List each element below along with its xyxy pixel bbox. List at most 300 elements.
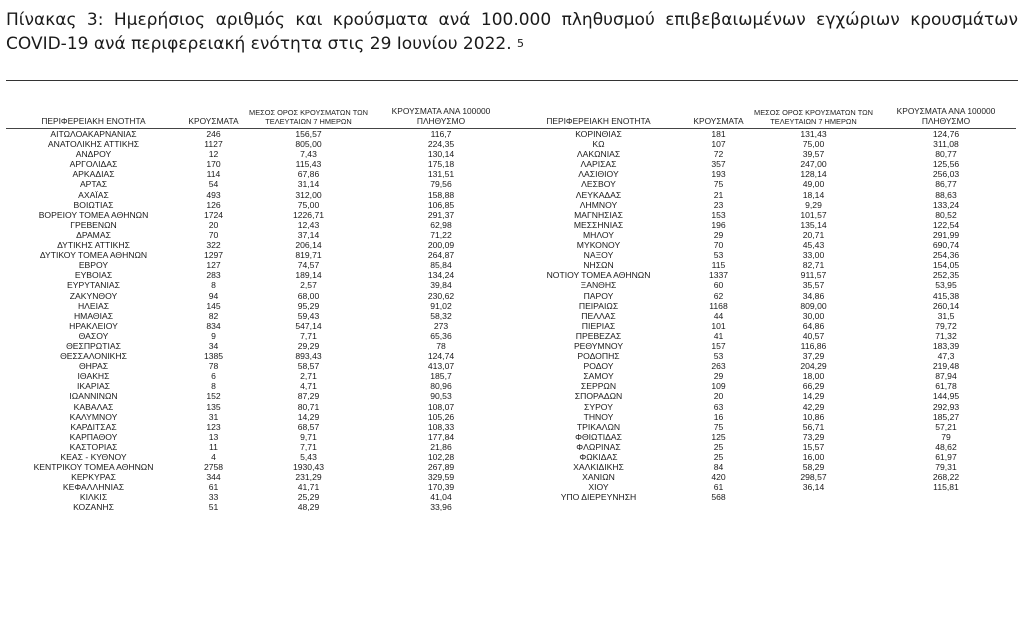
cell-avg7: 73,29	[802, 431, 825, 442]
cell-region: ΤΡΙΚΑΛΩΝ	[576, 421, 621, 432]
cell-per100k: 80,96	[430, 381, 452, 392]
cell-region: ΒΟΙΩΤΙΑΣ	[73, 199, 114, 210]
cell-per100k: 230,62	[427, 290, 455, 301]
cell-region: ΣΥΡΟΥ	[584, 401, 613, 412]
cell-region: ΑΝΑΤΟΛΙΚΗΣ ΑΤΤΙΚΗΣ	[47, 139, 140, 150]
cell-cases: 75	[713, 421, 724, 432]
cell-avg7: 30,00	[802, 310, 825, 321]
table-section-right	[511, 102, 1016, 502]
cell-avg7: 247,00	[800, 159, 827, 170]
cell-cases: 8	[211, 381, 216, 392]
cell-region: ΥΠΟ ΔΙΕΡΕΥΝΗΣΗ	[560, 492, 637, 503]
cell-region: ΜΥΚΟΝΟΥ	[576, 240, 621, 251]
cell-per100k: 48,62	[935, 441, 957, 452]
cell-avg7: 805,00	[295, 139, 322, 150]
cell-per100k: 31,5	[937, 310, 955, 321]
cell-cases: 568	[711, 492, 726, 503]
cell-per100k: 291,99	[932, 229, 960, 240]
cell-avg7: 41,71	[297, 482, 320, 493]
cell-avg7: 37,29	[802, 351, 825, 362]
cell-avg7: 20,71	[802, 229, 825, 240]
cell-region: ΕΥΡΥΤΑΝΙΑΣ	[67, 280, 120, 291]
table-row	[6, 422, 511, 432]
cell-avg7: 4,71	[300, 381, 317, 392]
cell-avg7: 40,57	[802, 330, 825, 341]
cell-region: ΚΑΣΤΟΡΙΑΣ	[69, 441, 118, 452]
cell-per100k: 80,77	[935, 149, 957, 160]
table-row	[511, 391, 1016, 401]
cell-region: ΕΥΒΟΙΑΣ	[74, 270, 113, 281]
cell-cases: 62	[713, 290, 724, 301]
table-row	[6, 169, 511, 179]
table-row	[511, 190, 1016, 200]
cell-cases: 126	[206, 199, 221, 210]
cell-cases: 125	[711, 431, 726, 442]
cell-per100k: 79,72	[935, 320, 957, 331]
table-row	[6, 240, 511, 250]
cell-per100k: 39,84	[430, 280, 452, 291]
table-row	[6, 301, 511, 311]
cell-cases: 357	[711, 159, 726, 170]
cell-avg7: 80,71	[297, 401, 320, 412]
table-row	[511, 200, 1016, 210]
cell-region: ΧΙΟΥ	[588, 482, 609, 493]
cell-cases: 51	[208, 502, 219, 513]
table-row	[511, 432, 1016, 442]
table-row	[511, 301, 1016, 311]
cell-cases: 196	[711, 219, 726, 230]
table-row	[6, 210, 511, 220]
cell-avg7: 298,57	[800, 472, 827, 483]
table-row	[6, 139, 511, 149]
cell-avg7: 2,71	[300, 371, 317, 382]
cell-per100k: 273	[433, 320, 449, 331]
cell-avg7: 74,57	[297, 260, 320, 271]
cell-cases: 25	[713, 452, 724, 462]
cell-per100k: 144,95	[932, 391, 960, 402]
table-row	[6, 260, 511, 270]
cell-per100k: 267,89	[427, 462, 455, 473]
cell-per100k: 292,93	[932, 401, 960, 412]
cell-cases: 61	[713, 482, 724, 493]
cell-per100k: 58,32	[430, 310, 452, 321]
cell-cases: 11	[209, 441, 218, 452]
cell-avg7: 1226,71	[292, 209, 325, 220]
cell-per100k: 200,09	[427, 240, 455, 251]
table-row	[511, 371, 1016, 381]
cell-region: ΚΩ	[592, 139, 605, 150]
table-row	[6, 311, 511, 321]
cell-region: ΝΟΤΙΟΥ ΤΟΜΕΑ ΑΘΗΝΩΝ	[546, 270, 651, 281]
table-row	[511, 159, 1016, 169]
cell-per100k: 124,76	[932, 129, 960, 139]
cell-cases: 1168	[709, 300, 728, 311]
table-caption	[6, 8, 1018, 58]
table-row	[511, 462, 1016, 472]
cell-region: ΖΑΚΥΝΘΟΥ	[69, 290, 118, 301]
table-row	[6, 250, 511, 260]
cell-avg7: 67,86	[297, 169, 320, 180]
cell-region: ΛΗΜΝΟΥ	[579, 199, 618, 210]
cell-per100k: 131,51	[427, 169, 455, 180]
cell-per100k: 264,87	[427, 250, 455, 261]
cell-cases: 263	[711, 361, 726, 372]
table-row	[511, 422, 1016, 432]
cell-region: ΗΡΑΚΛΕΙΟΥ	[69, 320, 118, 331]
header-region: ΠΕΡΙΦΕΡΕΙΑΚΗ ΕΝΟΤΗΤΑ	[511, 102, 686, 129]
cell-region: ΧΑΝΙΩΝ	[582, 472, 615, 483]
cell-per100k: 158,88	[427, 189, 455, 200]
table-row	[511, 210, 1016, 220]
cell-per100k: 57,21	[935, 421, 957, 432]
cell-avg7: 15,57	[802, 441, 825, 452]
cell-region: ΣΠΟΡΑΔΩΝ	[574, 391, 623, 402]
table-row	[6, 220, 511, 230]
cell-per100k: 130,14	[427, 149, 455, 160]
cell-avg7: 68,00	[297, 290, 320, 301]
cell-avg7: 31,14	[297, 179, 320, 190]
table-row	[6, 280, 511, 290]
cell-cases: 54	[208, 179, 219, 190]
cell-cases: 322	[206, 240, 221, 251]
cell-per100k: 260,14	[932, 300, 960, 311]
footnote-marker: 5	[517, 37, 525, 50]
cell-cases: 29	[713, 371, 724, 382]
cell-per100k: 90,53	[430, 391, 452, 402]
table-row	[6, 391, 511, 401]
cell-per100k: 79,31	[935, 462, 957, 473]
cell-cases: 6	[211, 371, 216, 382]
cell-avg7	[751, 492, 876, 502]
header-avg7: ΜΕΣΟΣ ΟΡΟΣ ΚΡΟΥΣΜΑΤΩΝ ΤΩΝ ΤΕΛΕΥΤΑΙΩΝ 7 ΗΜΕΡΩΝ	[751, 102, 876, 129]
cell-avg7: 45,43	[802, 240, 825, 251]
cell-cases: 53	[713, 250, 724, 261]
table-body-right	[511, 129, 1016, 503]
cell-per100k: 415,38	[932, 290, 960, 301]
cell-avg7: 135,14	[800, 219, 827, 230]
table-row	[511, 149, 1016, 159]
cell-region: ΚΑΡΔΙΤΣΑΣ	[70, 421, 117, 432]
cell-avg7: 231,29	[295, 472, 322, 483]
cell-per100k: 71,22	[430, 229, 452, 240]
cell-per100k: 115,81	[933, 482, 959, 493]
cell-avg7: 14,29	[297, 411, 320, 422]
cell-region: ΤΗΝΟΥ	[583, 411, 614, 422]
cell-region: ΠΕΛΛΑΣ	[581, 310, 616, 321]
cell-cases: 21	[713, 189, 724, 200]
table-row	[511, 291, 1016, 301]
cell-cases: 63	[713, 401, 724, 412]
cell-region: ΗΛΕΙΑΣ	[77, 300, 110, 311]
caption-text: Πίνακας 3: Ημερήσιος αριθμός και κρούσματα ανά 100.000 πληθυσμού επιβεβαιωμένων εγχώριων κρουσμάτων COVID-19 ανά περιφερειακή ενότητα στις 29 Ιουνίου 2022.	[6, 10, 1018, 54]
header-cases: ΚΡΟΥΣΜΑΤΑ	[686, 102, 751, 129]
cell-avg7: 312,00	[295, 189, 322, 200]
cell-cases: 70	[713, 240, 724, 251]
cell-per100k: 170,39	[427, 482, 455, 493]
cell-per100k: 88,63	[935, 189, 957, 200]
cell-region: ΠΕΙΡΑΙΩΣ	[578, 300, 619, 311]
table-row	[6, 412, 511, 422]
cell-per100k: 41,04	[430, 492, 452, 503]
cell-region: ΠΙΕΡΙΑΣ	[581, 320, 616, 331]
table-row	[511, 412, 1016, 422]
table-row	[6, 442, 511, 452]
cell-per100k: 133,24	[932, 199, 960, 210]
table-row	[511, 442, 1016, 452]
cell-per100k: 185,27	[932, 411, 960, 422]
cell-region: ΑΡΤΑΣ	[79, 179, 108, 190]
cell-cases: 153	[711, 209, 726, 220]
cell-per100k: 78	[436, 340, 446, 351]
cell-region: ΚΕΝΤΡΙΚΟΥ ΤΟΜΕΑ ΑΘΗΝΩΝ	[33, 462, 154, 473]
cell-region: ΑΡΓΟΛΙΔΑΣ	[69, 159, 118, 170]
caption-divider	[6, 80, 1018, 81]
cell-avg7: 204,29	[800, 361, 827, 372]
cell-cases: 4	[211, 452, 216, 462]
table-row	[6, 341, 511, 351]
table-row	[6, 381, 511, 391]
cell-cases: 60	[713, 280, 724, 291]
cell-region: ΣΑΜΟΥ	[583, 371, 614, 382]
cell-cases: 44	[713, 310, 724, 321]
cell-avg7: 18,00	[802, 371, 825, 382]
cell-avg7: 35,57	[802, 280, 825, 291]
cell-per100k: 124,74	[427, 351, 455, 362]
cell-region: ΜΑΓΝΗΣΙΑΣ	[574, 209, 623, 220]
cell-cases: 101	[711, 320, 726, 331]
table-row	[6, 482, 511, 492]
table-section-left	[6, 102, 511, 513]
table-row	[6, 331, 511, 341]
cell-cases: 420	[711, 472, 726, 483]
cell-region: ΘΗΡΑΣ	[78, 361, 109, 372]
cell-cases: 61	[208, 482, 219, 493]
table-row	[511, 492, 1016, 502]
cell-region: ΔΡΑΜΑΣ	[76, 229, 111, 240]
cell-region: ΛΑΣΙΘΙΟΥ	[578, 169, 619, 180]
cell-per100k: 254,36	[932, 250, 960, 261]
cell-per100k: 329,59	[427, 472, 455, 483]
cell-region: ΒΟΡΕΙΟΥ ΤΟΜΕΑ ΑΘΗΝΩΝ	[38, 209, 149, 220]
cell-cases: 344	[206, 472, 221, 483]
cell-avg7: 10,86	[802, 411, 825, 422]
cell-cases: 834	[206, 320, 221, 331]
cell-region: ΙΚΑΡΙΑΣ	[76, 381, 110, 392]
cell-avg7: 37,14	[297, 229, 320, 240]
cell-region: ΝΗΣΩΝ	[583, 260, 614, 271]
cell-cases: 246	[206, 129, 221, 139]
cell-cases: 127	[206, 260, 221, 271]
cell-cases: 33	[208, 492, 219, 503]
cell-avg7: 58,57	[297, 361, 320, 372]
cell-per100k: 311,08	[933, 139, 959, 150]
cell-region: ΛΕΥΚΑΔΑΣ	[575, 189, 622, 200]
table-row	[6, 452, 511, 462]
cell-per100k: 65,36	[430, 330, 452, 341]
cell-per100k: 224,35	[427, 139, 455, 150]
cell-cases: 23	[713, 199, 724, 210]
table-row	[511, 321, 1016, 331]
cell-avg7: 131,43	[800, 129, 827, 139]
cell-cases: 109	[711, 381, 726, 392]
cell-region: ΚΟΡΙΝΘΙΑΣ	[575, 129, 622, 139]
cell-per100k: 85,84	[430, 260, 452, 271]
cell-cases: 8	[211, 280, 216, 291]
cell-avg7: 14,29	[802, 391, 825, 402]
cell-per100k: 219,48	[932, 361, 960, 372]
cell-region: ΣΕΡΡΩΝ	[580, 381, 617, 392]
cell-per100k: 47,3	[937, 351, 955, 362]
cell-region: ΙΘΑΚΗΣ	[77, 371, 110, 382]
cell-avg7: 101,57	[800, 209, 827, 220]
cell-region: ΛΕΣΒΟΥ	[581, 179, 616, 190]
cell-cases: 1297	[203, 250, 224, 261]
cell-avg7: 68,57	[297, 421, 320, 432]
cell-per100k: 116,7	[430, 129, 452, 139]
cell-region: ΚΑΒΑΛΑΣ	[73, 401, 114, 412]
table-body-left	[6, 129, 511, 513]
cell-cases: 41	[713, 330, 724, 341]
cell-avg7: 42,29	[802, 401, 825, 412]
cell-per100k: 53,95	[935, 280, 957, 291]
cell-avg7: 115,43	[295, 159, 322, 170]
table-row	[6, 321, 511, 331]
table-row	[511, 250, 1016, 260]
cell-cases: 1127	[204, 139, 223, 150]
cell-region: ΙΩΑΝΝΙΝΩΝ	[69, 391, 118, 402]
table-row	[6, 432, 511, 442]
cell-region: ΝΑΞΟΥ	[583, 250, 614, 261]
table-row	[511, 341, 1016, 351]
cell-avg7: 156,57	[295, 129, 322, 139]
cell-avg7: 7,43	[300, 149, 317, 160]
cell-per100k: 185,7	[430, 371, 452, 382]
header-row	[511, 102, 1016, 129]
table-row	[6, 200, 511, 210]
cell-per100k: 175,18	[427, 159, 455, 170]
cell-region: ΚΙΛΚΙΣ	[79, 492, 108, 503]
cell-cases: 75	[713, 179, 724, 190]
table-row	[6, 179, 511, 189]
cell-avg7: 75,00	[297, 199, 320, 210]
cell-region: ΞΑΝΘΗΣ	[580, 280, 617, 291]
cell-avg7: 49,00	[802, 179, 825, 190]
cell-region: ΘΕΣΠΡΩΤΙΑΣ	[66, 340, 121, 351]
cell-per100k: 79,56	[430, 179, 452, 190]
cell-avg7: 5,43	[300, 452, 317, 462]
cell-region: ΑΝΔΡΟΥ	[75, 149, 112, 160]
cell-cases: 82	[208, 310, 219, 321]
cell-per100k: 87,94	[935, 371, 957, 382]
table-row	[511, 139, 1016, 149]
cell-cases: 170	[206, 159, 221, 170]
cell-cases: 25	[713, 441, 724, 452]
cell-avg7: 56,71	[802, 421, 825, 432]
cell-avg7: 9,71	[300, 431, 317, 442]
cell-per100k: 80,52	[935, 209, 957, 220]
cell-region: ΔΥΤΙΚΗΣ ΑΤΤΙΚΗΣ	[57, 240, 130, 251]
cell-cases: 1385	[203, 351, 224, 362]
table-row	[511, 260, 1016, 270]
cell-cases: 53	[713, 351, 724, 362]
cell-cases: 1337	[708, 270, 729, 281]
table-row	[6, 351, 511, 361]
cell-per100k: 122,54	[932, 219, 960, 230]
table-row	[511, 220, 1016, 230]
table-row	[511, 129, 1016, 140]
cell-region: ΦΘΙΩΤΙΔΑΣ	[575, 431, 622, 442]
cell-region: ΦΛΩΡΙΝΑΣ	[576, 441, 621, 452]
cell-region: ΗΜΑΘΙΑΣ	[73, 310, 114, 321]
table-row	[511, 280, 1016, 290]
cell-per100k: 268,22	[932, 472, 960, 483]
cell-region: ΚΟΖΑΝΗΣ	[73, 502, 114, 513]
cell-cases: 78	[208, 361, 219, 372]
cell-avg7: 809,00	[800, 300, 827, 311]
table-row	[511, 311, 1016, 321]
cell-avg7: 36,14	[802, 482, 825, 493]
cell-per100k: 86,77	[935, 179, 957, 190]
cell-cases: 20	[713, 391, 724, 402]
cell-region: ΜΗΛΟΥ	[582, 229, 615, 240]
cell-region: ΔΥΤΙΚΟΥ ΤΟΜΕΑ ΑΘΗΝΩΝ	[39, 250, 148, 261]
cell-region: ΑΡΚΑΔΙΑΣ	[72, 169, 115, 180]
cell-cases: 107	[711, 139, 726, 150]
cell-per100k: 134,24	[427, 270, 455, 281]
cell-cases: 9	[211, 330, 216, 341]
cell-avg7: 82,71	[802, 260, 825, 271]
cell-avg7: 16,00	[802, 452, 825, 462]
cell-region: ΜΕΣΣΗΝΙΑΣ	[573, 219, 624, 230]
cell-cases: 12	[208, 149, 219, 160]
cell-per100k: 105,26	[427, 411, 455, 422]
table-row	[6, 190, 511, 200]
cell-region: ΡΟΔΟΠΗΣ	[577, 351, 620, 362]
table-row	[511, 381, 1016, 391]
cell-avg7: 189,14	[295, 270, 322, 281]
cell-avg7: 206,14	[295, 240, 322, 251]
cell-region: ΓΡΕΒΕΝΩΝ	[70, 219, 117, 230]
cell-avg7: 58,29	[802, 462, 825, 473]
header-per100k: ΚΡΟΥΣΜΑΤΑ ΑΝΑ 100000 ΠΛΗΘΥΣΜΟ	[876, 102, 1016, 129]
cell-avg7: 39,57	[802, 149, 825, 160]
cell-per100k: 106,85	[427, 199, 455, 210]
table-row	[6, 371, 511, 381]
cell-per100k: 177,84	[427, 431, 455, 442]
cell-per100k: 61,78	[935, 381, 957, 392]
cell-per100k: 183,39	[932, 340, 960, 351]
cell-region: ΚΕΦΑΛΛΗΝΙΑΣ	[62, 482, 125, 493]
table-row	[511, 230, 1016, 240]
cell-cases: 20	[208, 219, 219, 230]
cell-cases: 29	[713, 229, 724, 240]
cell-region: ΚΑΛΥΜΝΟΥ	[69, 411, 118, 422]
table-row	[6, 361, 511, 371]
cell-region: ΘΕΣΣΑΛΟΝΙΚΗΣ	[60, 351, 127, 362]
cell-avg7: 1930,43	[292, 462, 325, 473]
cell-per100k: 125,56	[932, 159, 960, 170]
cell-region: ΠΑΡΟΥ	[583, 290, 614, 301]
cell-cases: 16	[713, 411, 724, 422]
table-right	[511, 102, 1016, 502]
table-row	[511, 482, 1016, 492]
cell-avg7: 25,29	[297, 492, 320, 503]
table-row	[6, 291, 511, 301]
cell-avg7: 75,00	[802, 139, 825, 150]
cell-cases: 70	[208, 229, 219, 240]
header-cases: ΚΡΟΥΣΜΑΤΑ	[181, 102, 246, 129]
cell-avg7: 66,29	[802, 381, 825, 392]
